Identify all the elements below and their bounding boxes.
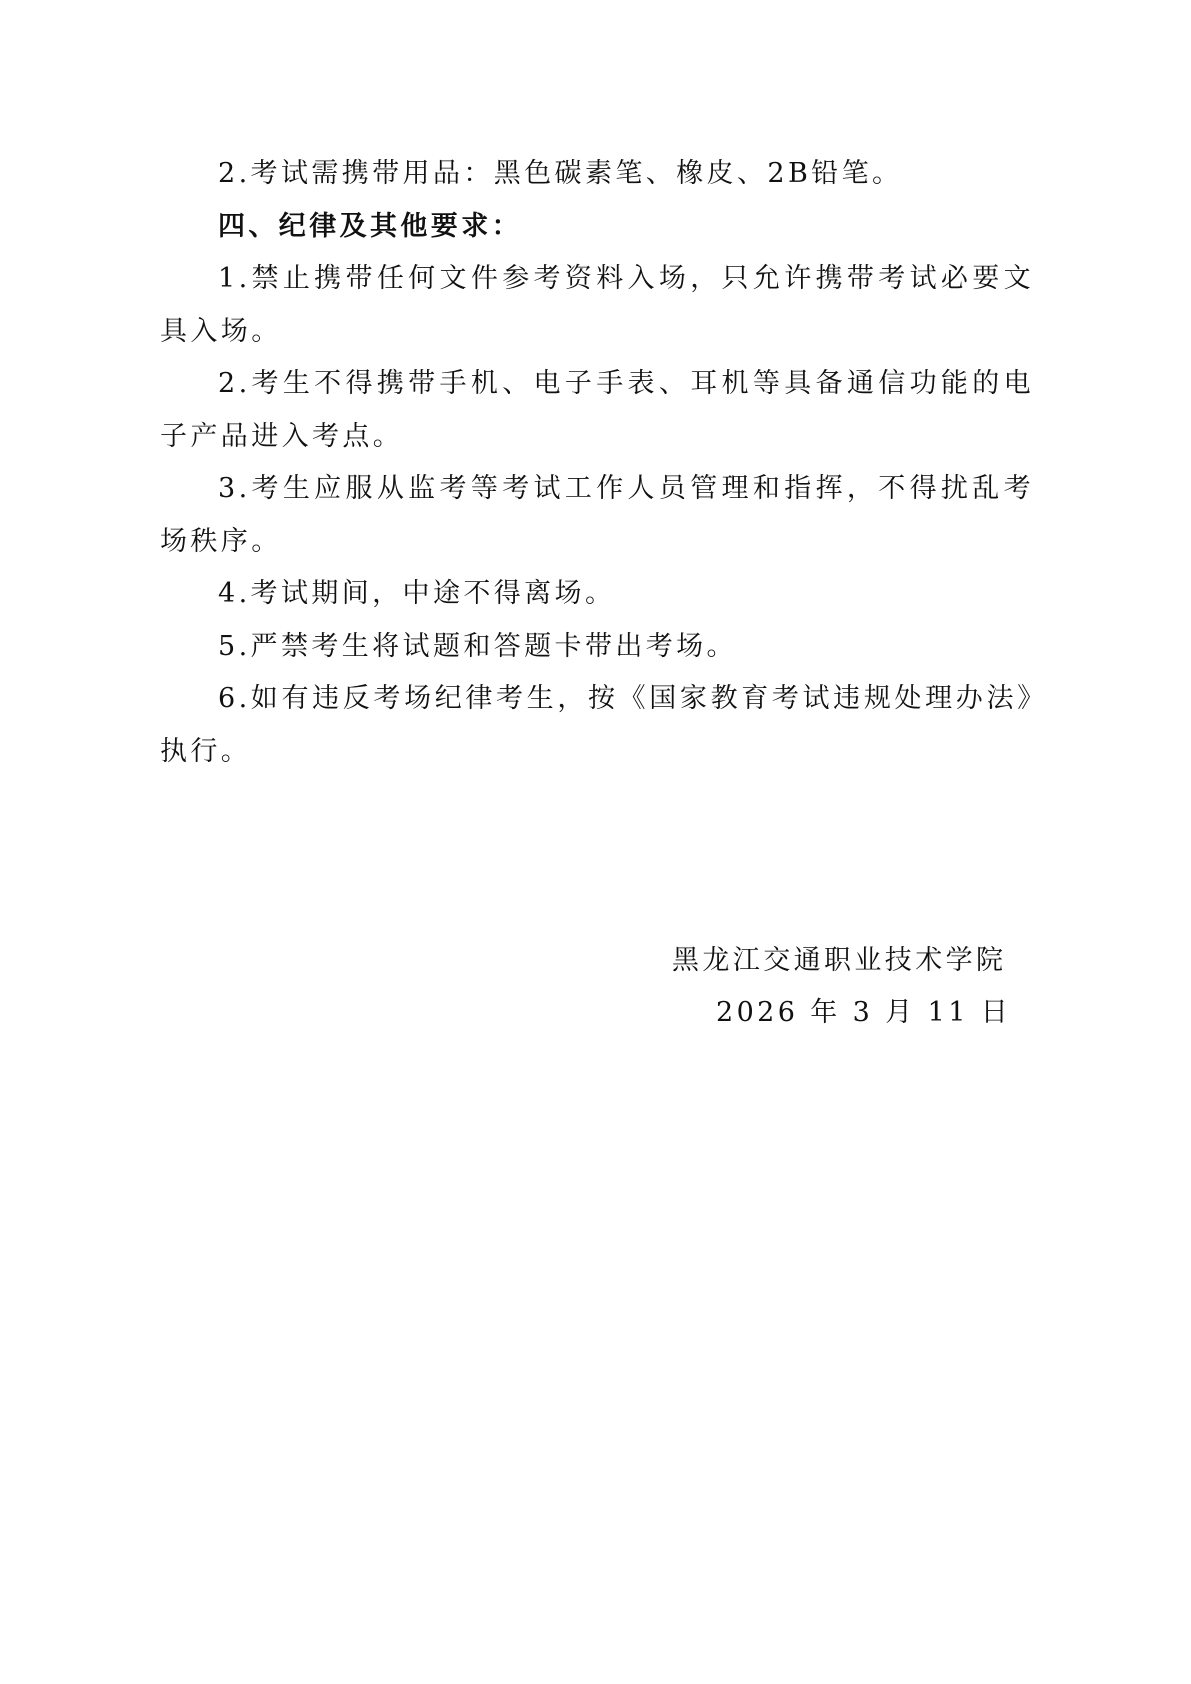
signature-block: [672, 935, 1012, 1039]
paragraph-rule-5: 5.严禁考生将试题和答题卡带出考场。: [218, 630, 737, 662]
paragraph-rule-4: 4.考试期间，中途不得离场。: [218, 578, 616, 609]
section-heading-discipline: 四、纪律及其他要求：: [218, 210, 522, 242]
paragraph-exam-supplies: 2.考试需携带用品：黑色碳素笔、橡皮、2B铅笔。: [218, 158, 903, 189]
signature-organization: 黑龙江交通职业技术学院: [672, 945, 1007, 976]
document-body: [160, 148, 1034, 778]
paragraph-rule-1: 1.禁止携带任何文件参考资料入场，只允许携带考试必要文具入场。: [160, 263, 1034, 347]
paragraph-rule-2: 2.考生不得携带手机、电子手表、耳机等具备通信功能的电子产品进入考点。: [160, 368, 1034, 452]
signature-date: 2026 年 3 月 11 日: [716, 997, 1012, 1028]
paragraph-rule-3: 3.考生应服从监考等考试工作人员管理和指挥，不得扰乱考场秩序。: [160, 473, 1034, 557]
paragraph-rule-6: 6.如有违反考场纪律考生，按《国家教育考试违规处理办法》执行。: [160, 683, 1034, 767]
